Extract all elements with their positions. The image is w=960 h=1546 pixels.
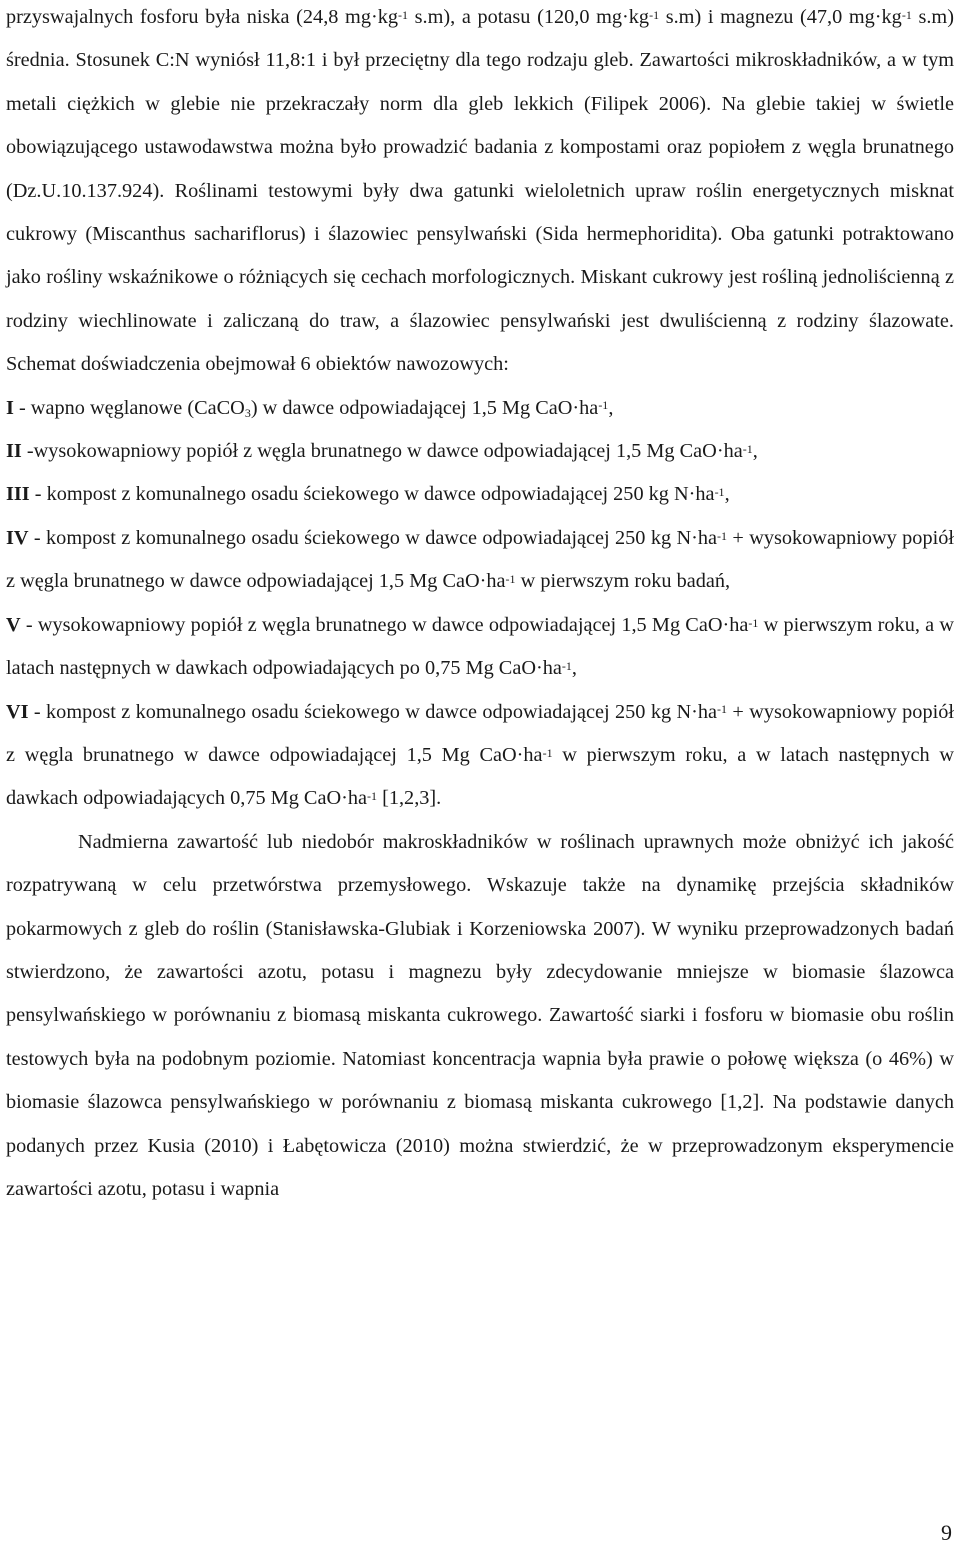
superscript: -1 xyxy=(542,745,553,760)
object-item-v xyxy=(6,604,954,691)
object-item-iii xyxy=(6,473,954,516)
superscript: -1 xyxy=(505,572,516,587)
fertilizer-objects-list xyxy=(6,387,954,821)
superscript: -1 xyxy=(742,441,753,456)
text-run: w pierwszym roku, a w latach następnych w dawkach odpowiadających po 0,75 Mg CaO·ha xyxy=(6,613,954,680)
superscript: -1 xyxy=(598,398,609,413)
text-run: -wysokowapniowy popiół z węgla brunatnego w dawce odpowiadającej 1,5 Mg CaO·ha xyxy=(21,440,743,463)
text-run: w pierwszym roku, a w latach następnych w dawkach odpowiadających 0,75 Mg CaO·ha xyxy=(6,743,955,810)
superscript: -1 xyxy=(367,789,378,804)
text-run: - wapno węglanowe (CaCO xyxy=(13,396,245,419)
superscript: -1 xyxy=(717,702,728,717)
object-code: IV xyxy=(6,526,29,549)
superscript: -1 xyxy=(714,485,725,500)
text-run: ) w dawce odpowiadającej 1,5 Mg CaO·ha xyxy=(250,396,599,419)
text-run: - wysokowapniowy popiół z węgla brunatnego w dawce odpowiadającej 1,5 Mg CaO·ha xyxy=(20,613,749,636)
object-code: III xyxy=(6,483,30,506)
superscript: -1 xyxy=(717,528,728,543)
object-code: I xyxy=(6,396,14,419)
object-item-iv xyxy=(6,517,954,604)
text-run: , xyxy=(608,396,614,419)
superscript: -1 xyxy=(561,658,572,673)
superscript: -1 xyxy=(748,615,759,630)
text-run: s.m) i magnezu (47,0 mg·kg xyxy=(659,6,902,28)
text-run: - kompost z komunalnego osadu ściekowego w dawce odpowiadającej 250 kg N·ha xyxy=(29,483,715,506)
subscript: 3 xyxy=(244,406,251,421)
superscript: -1 xyxy=(649,7,660,22)
object-item-i xyxy=(6,387,954,430)
text-run: s.m), a potasu (120,0 mg·kg xyxy=(408,6,650,28)
text-run: + wysokowapniowy popiół z węgla brunatnego w dawce odpowiadającej 1,5 Mg CaO·ha xyxy=(6,526,954,593)
text-run: [1,2,3]. xyxy=(377,787,442,810)
text-run: - kompost z komunalnego osadu ściekowego w dawce odpowiadającej 250 kg N·ha xyxy=(28,700,718,723)
text-run: + wysokowapniowy popiół z węgla brunatnego w dawce odpowiadającej 1,5 Mg CaO·ha xyxy=(6,700,954,766)
text-run: Nadmierna zawartość lub niedobór makroskładników w roślinach uprawnych może obniżyć ich jakość rozpatrywaną w celu przetwórstwa przemysłowego. Wskazuje także na dynamikę przejścia składników pokarmowych z gleb do roślin (Stanisławska-Glubiak i Korzeniowska 2007). W wyniku przeprowadzonych badań stwierdzono, że zawartości azotu, potasu i magnezu były zdecydowanie mniejsze w biomasie ślazowca pensylwańskiego w porównaniu z biomasą miskanta cukrowego. Zawartość siarki i fosforu w biomasie obu roślin testowych była na podobnym poziomie. Natomiast koncentracja wapnia była prawie o połowę większa (o 46%) w biomasie ślazowca pensylwańskiego w porównaniu z biomasą miskanta cukrowego [1,2]. Na podstawie danych podanych przez Kusia (2010) i Łabętowicza (2010) można stwierdzić, że w przeprowadzonym eksperymencie zawartości azotu, potasu i wapnia xyxy=(6,830,954,1200)
text-run: , xyxy=(571,657,577,680)
object-code: V xyxy=(6,613,21,636)
page-number: 9 xyxy=(941,1520,952,1545)
text-run: - kompost z komunalnego osadu ściekowego w dawce odpowiadającej 250 kg N·ha xyxy=(28,526,718,549)
object-item-vi xyxy=(6,691,954,821)
superscript: -1 xyxy=(398,7,408,22)
text-run: w pierwszym roku badań, xyxy=(515,570,731,593)
paragraph-soil-and-plants xyxy=(6,0,954,387)
document-page xyxy=(6,0,954,1211)
text-run: przyswajalnych fosforu była niska (24,8 mg·kg xyxy=(6,6,398,28)
object-code: VI xyxy=(6,700,29,723)
object-code: II xyxy=(6,440,22,463)
text-run: s.m) średnia. Stosunek C:N wyniósł 11,8:1 i był przeciętny dla tego rodzaju gleb. Zawartości mikroskładników, a w tym metali ciężkich w glebie nie przekraczały norm dla gleb lekkich (Filipek 2006). Na glebie takiej w świetle obowiązującego ustawodawstwa można było prowadzić badania z kompostami oraz popiołem z węgla brunatnego (Dz.U.10.137.924). Roślinami testowymi były dwa gatunki wieloletnich upraw roślin energetycznych misknat cukrowy (Miscanthus sachariflorus) i ślazowiec pensylwański (Sida hermephoridita). Oba gatunki potraktowano jako rośliny wskaźnikowe o różniących się cechach morfologicznych. Miskant cukrowy jest rośliną jednoliścienną z rodziny wiechlinowate i zaliczaną do traw, a ślazowiec pensylwański jest dwuliścienną z rodziny ślazowate. Schemat doświadczenia obejmował 6 obiektów nawozowych: xyxy=(6,6,954,376)
paragraph-nutrient-results xyxy=(6,821,954,1212)
object-item-ii xyxy=(6,430,954,473)
text-run: , xyxy=(752,440,758,463)
superscript: -1 xyxy=(901,7,912,22)
text-run: , xyxy=(724,483,730,506)
